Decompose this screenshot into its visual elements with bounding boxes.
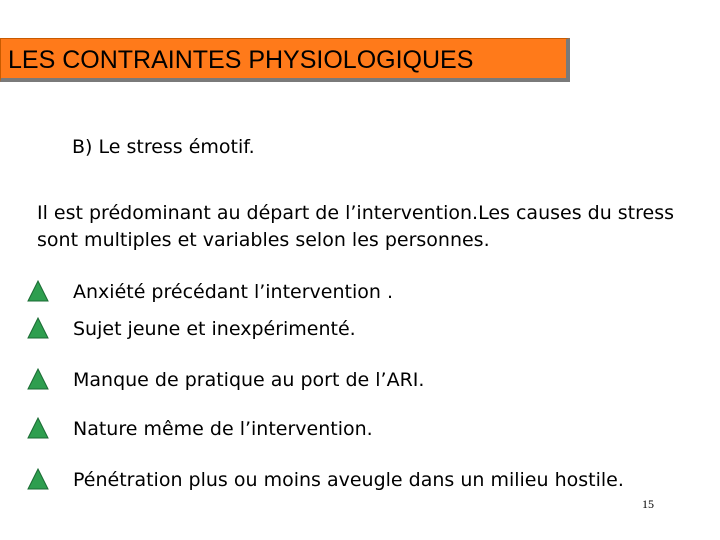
- section-subtitle: B) Le stress émotif.: [72, 136, 255, 158]
- bullet-item: [0, 280, 720, 310]
- bullet-item: [0, 317, 720, 347]
- bullet-item: [0, 468, 720, 498]
- page-number: 15: [642, 497, 654, 511]
- green-triangle-icon: [27, 317, 49, 339]
- intro-paragraph: Il est prédominant au départ de l’intervention.Les causes du stress sont multiples et variables selon les personnes.: [37, 202, 675, 251]
- title-box: [0, 38, 570, 82]
- bullet-text: Pénétration plus ou moins aveugle dans un milieu hostile.: [73, 469, 624, 491]
- bullet-item: [0, 417, 720, 447]
- slide-title: LES CONTRAINTES PHYSIOLOGIQUES: [8, 46, 474, 74]
- green-triangle-icon: [27, 417, 49, 439]
- green-triangle-icon: [27, 468, 49, 490]
- bullet-text: Nature même de l’intervention.: [73, 418, 373, 440]
- green-triangle-icon: [27, 368, 49, 390]
- bullet-text: Sujet jeune et inexpérimenté.: [73, 318, 356, 340]
- bullet-text: Anxiété précédant l’intervention .: [73, 281, 393, 303]
- bullet-item: [0, 368, 720, 398]
- green-triangle-icon: [27, 280, 49, 302]
- bullet-text: Manque de pratique au port de l’ARI.: [73, 369, 425, 391]
